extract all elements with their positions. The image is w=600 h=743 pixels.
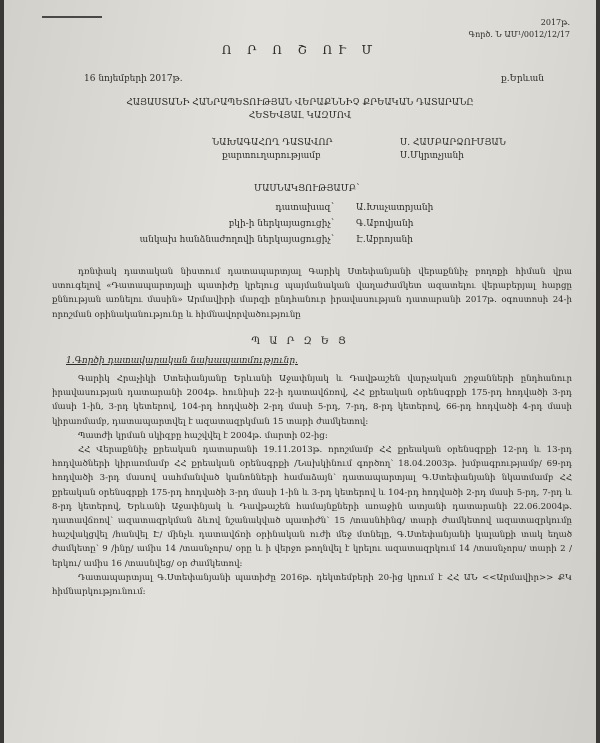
presiding-judge-name: Ս. ՀԱՄԲԱՐՁՈՒՄՅԱՆ — [400, 138, 506, 148]
body-paragraph: Գարիկ Հրաչիկի Ստեփանյանը Երևանի Աջափնյակ և Դավթաշեն վարչական շրջանների ընդհանուր իրավասության դատարանի 2004թ. հունիսի 22-ի դատավճռով, ՀՀ քրեական օրենսգրքի 175-րդ հոդվածի 3-րդ մասի 1-ին, 3-րդ կետերով, 104-րդ հոդվածի 2-րդ մասի 5-րդ, 7-րդ, 8-րդ կետերով, 66-րդ հոդվածի 4-րդ մասի կիրառմամբ, դատապարտվել է ազատազրկման 15 տարի ժամկետով: — [52, 374, 572, 427]
participants-heading: ՄԱՍՆԱԿՑՈՒԹՅԱՄԲ՝ — [254, 184, 360, 194]
document-year: 2017թ. — [540, 18, 570, 27]
body-paragraph: Պատժի կրման սկիզբը հաշվվել է 2004թ. մարտի 02-ից: — [78, 430, 328, 441]
intro-text: դռնփակ դատական նիստում դատապարտյալ Գարիկ Ստեփանյանի վերաքննիչ բողոքի հիման վրա ստուգելով «Դատապարտյալի պատիժը կրելուց պայմանական վաղաժամկետ ազատելու վերաբերյալ հարցը քննության առնելու մասին» Արմավիրի մարզի ընդհանուր իրավասության դատարանի 2017թ. օգոստոսի 24-ի որոշման օրինականությունը և հիմնավորվածությունը — [52, 267, 572, 320]
participant-name: Ա.Խաչատրյանի — [356, 203, 434, 213]
body-paragraph: Դատապարտյալ Գ.Ստեփանյանի պատիժը 2016թ. դեկտեմբերի 20-ից կրում է ՀՀ ԱՆ <<Արմավիր>> ՔԿ հիմնարկությունում: — [52, 572, 572, 598]
presiding-judge-role: ՆԱԽԱԳԱՀՈՂ ԴԱՏԱՎՈՐ — [212, 138, 333, 148]
document-city: ք.Երևան — [501, 74, 544, 84]
case-number: Գործ. Ն ԱՄ¹/0012/12/17 — [468, 30, 570, 39]
body-paragraphs — [52, 372, 572, 599]
participant-name: Է.Աբրոյանի — [356, 235, 413, 245]
body-paragraph: ՀՀ Վերաքննիչ քրեական դատարանի 19.11.2013թ. որոշմամբ ՀՀ քրեական օրենսգրքի 12-րդ և 13-րդ հոդվածների կիրառմամբ ՀՀ քրեական օրենսգրքի /Նախկինում գործող՝ 18.04.2003թ. խմբագրությամբ/ 69-րդ հոդվածի 3-րդ մասով սահմանված կանոնների համաձայն՝ դատապարտյալ Գ.Ստեփանյանի նկատմամբ ՀՀ քրեական օրենսգրքի 175-րդ հոդվածի 3-րդ մասի 1-ին և 3-րդ կետերով և 104-րդ հոդվածի 2-րդ մասի 5-րդ, 7-րդ և 8-րդ կետերով, Երևանի Աջափնյակ և Դավթաշեն համայնքների առաջին ատյանի դատարանի 22.06.2004թ. դատավճռով՝ ազատազրկման ձևով նշանակված պատիժն՝ 15 /տասնհինգ/ տարի ժամկետով ազատազրկումը հաշվակցվել /հանվել Է/ մինչև դատավճռի օրինական ուժի մեջ մտնելը, Գ.Ստեփանյանի կալանքի տակ եղած ժամկետը՝ 9 /ինը/ ամիս 14 /տասնչորս/ օրը և ի վերջո թողնվել է կրելու ազատազրկում 14 /տասնչորս/ տարի 2 /երկու/ ամիս 16 /տասնվեց/ օր ժամկետով: — [52, 445, 572, 569]
subsection-title: 1.Գործի դատավարական նախապատմությունը. — [66, 356, 298, 366]
participant-name: Գ.Աբովյանի — [356, 219, 414, 229]
intro-paragraph — [52, 265, 572, 322]
top-edge-mark — [42, 16, 102, 18]
secretary-name: Ս.Մկրտչյանի — [400, 151, 464, 161]
participant-role: դատախազ՝ — [275, 203, 334, 213]
participant-role: անկախ հանձնաժողովի ներկայացուցիչ՝ — [139, 235, 334, 245]
secretary-role: քարտուղարությամբ — [222, 151, 321, 161]
document-page — [4, 0, 596, 743]
court-name: ՀԱՅԱՍՏԱՆԻ ՀԱՆՐԱՊԵՏՈՒԹՅԱՆ ՎԵՐԱՔՆՆԻՉ ՔՐԵԱԿԱՆ ԴԱՏԱՐԱՆԸ — [126, 98, 474, 108]
section-title: Պ Ա Ր Զ Ե Ց — [251, 336, 349, 347]
document-title: Ո Ր Ո Շ ՈՒ Մ — [221, 43, 379, 57]
participant-role: բկի-ի ներկայացուցիչ՝ — [228, 219, 334, 229]
court-composition: ՀԵՏԵՎՅԱԼ ԿԱԶՄՈՎ — [248, 111, 352, 121]
document-date: 16 նոյեմբերի 2017թ. — [84, 74, 183, 84]
